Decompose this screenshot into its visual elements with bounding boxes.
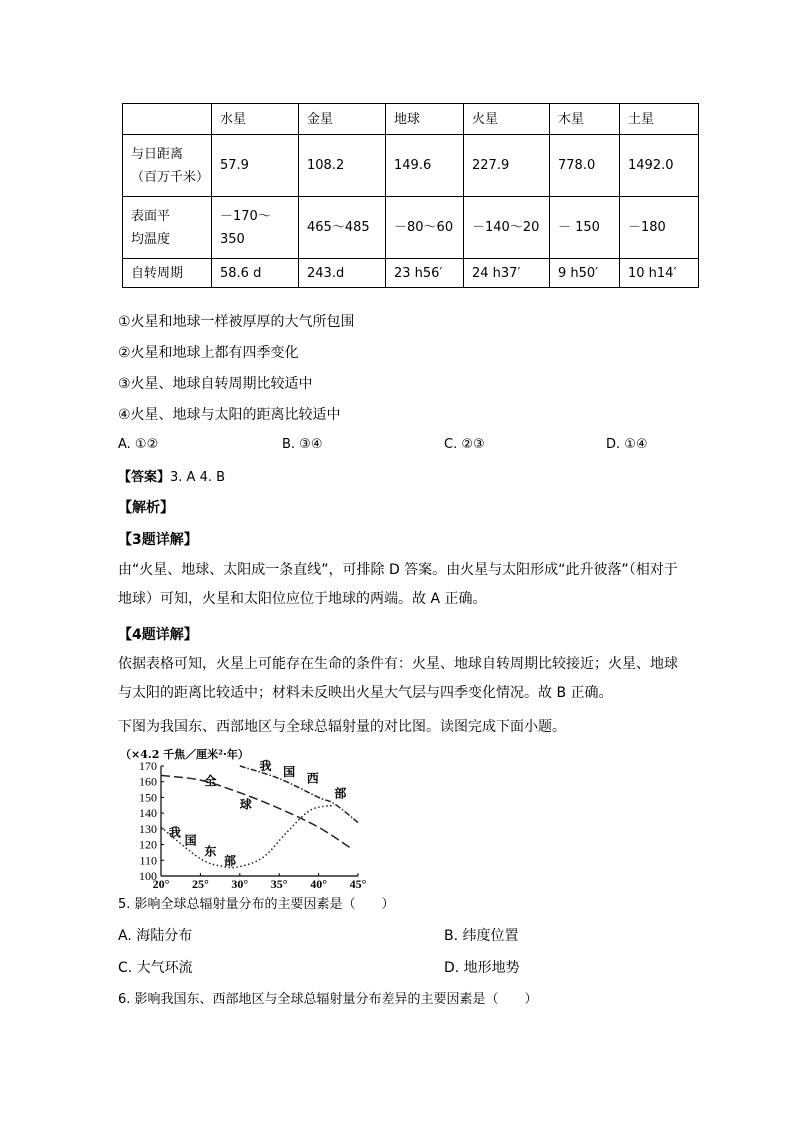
q5-option-d[interactable]: D. 地形地势 xyxy=(444,960,520,976)
table-cell: －80～60 xyxy=(386,197,464,259)
chart-series xyxy=(161,766,358,868)
table-cell: 木星 xyxy=(550,104,620,135)
question-5: 5. 影响全球总辐射量分布的主要因素是（ ） xyxy=(118,897,395,912)
east-china-series-label: 部 xyxy=(224,854,237,868)
y-tick-label: 120 xyxy=(139,837,157,852)
table-cell: 57.9 xyxy=(212,135,299,197)
west-china-series-label: 部 xyxy=(334,786,347,801)
table-cell: 1492.0 xyxy=(620,135,699,197)
q3-detail-text: 由“火星、地球、太阳成一条直线”，可排除 D 答案。由火星与太阳形成“此升彼落”（相对于地球）可知，火星和太阳位应位于地球的两端。故 A 正确。 xyxy=(118,562,678,607)
west-china-series-label: 西 xyxy=(306,771,319,786)
table-cell: 778.0 xyxy=(550,135,620,197)
q5-option-b[interactable]: B. 纬度位置 xyxy=(444,928,519,944)
table-cell: 水星 xyxy=(212,104,299,135)
statement-3: ③火星、地球自转周期比较适中 xyxy=(118,376,313,392)
table-row xyxy=(123,259,699,288)
x-tick-label: 30° xyxy=(231,877,249,889)
west-china-series-label: 国 xyxy=(283,765,296,780)
table-cell: 108.2 xyxy=(299,135,386,197)
x-tick-label: 25° xyxy=(191,877,209,889)
y-tick-label: 140 xyxy=(139,806,157,821)
y-tick-label: 160 xyxy=(139,774,157,789)
planet-table xyxy=(122,103,699,288)
table-cell: －180 xyxy=(620,197,699,259)
table-cell: 149.6 xyxy=(386,135,464,197)
option-d[interactable]: D. ①④ xyxy=(606,437,648,452)
radiation-chart xyxy=(118,744,368,889)
global-series-label: 球 xyxy=(239,797,252,812)
table-cell: 23 h56′ xyxy=(386,259,464,288)
chart-unit-label: （×4.2 千焦／厘米²·年） xyxy=(120,748,249,761)
table-cell: 24 h37′ xyxy=(464,259,550,288)
east-china-series-label: 国 xyxy=(184,833,197,848)
q3-detail-heading: 【3题详解】 xyxy=(118,532,198,548)
y-tick-label: 110 xyxy=(139,853,157,868)
q5-option-c[interactable]: C. 大气环流 xyxy=(118,960,193,976)
answer-line xyxy=(118,466,225,485)
table-cell: 土星 xyxy=(620,104,699,135)
table-cell: 地球 xyxy=(386,104,464,135)
east-china-series-label: 我 xyxy=(168,825,181,840)
table-cell: 465～485 xyxy=(299,197,386,259)
statement-2: ②火星和地球上都有四季变化 xyxy=(118,345,299,361)
table-cell: 227.9 xyxy=(464,135,550,197)
table-cell: 10 h14′ xyxy=(620,259,699,288)
answer-label: 【答案】 xyxy=(118,470,171,485)
statement-1: ①火星和地球一样被厚厚的大气所包围 xyxy=(118,314,355,330)
table-cell: 金星 xyxy=(299,104,386,135)
x-tick-label: 20° xyxy=(152,877,170,889)
y-tick-label: 170 xyxy=(139,759,157,773)
table-cell: － 150 xyxy=(550,197,620,259)
chart-series-labels xyxy=(169,758,346,868)
table-cell: －140～20 xyxy=(464,197,550,259)
option-b[interactable]: B. ③④ xyxy=(282,437,323,452)
option-c[interactable]: C. ②③ xyxy=(444,437,485,452)
x-tick-label: 35° xyxy=(270,877,288,889)
table-cell: 9 h50′ xyxy=(550,259,620,288)
table-cell: 火星 xyxy=(464,104,550,135)
table-cell: 自转周期 xyxy=(123,259,212,288)
table-row xyxy=(123,197,699,259)
x-tick-label: 40° xyxy=(310,877,328,889)
q4-detail-text: 依据表格可知，火星上可能存在生命的条件有：火星、地球自转周期比较接近；火星、地球与太阳的距离比较适中；材料未反映出火星大气层与四季变化情况。故 B 正确。 xyxy=(118,656,678,701)
global-series-label: 全 xyxy=(204,773,217,788)
table-cell: －170～ 350 xyxy=(212,197,299,259)
y-tick-label: 130 xyxy=(139,821,157,836)
y-tick-label: 150 xyxy=(139,790,157,805)
statement-4: ④火星、地球与太阳的距离比较适中 xyxy=(118,407,341,423)
q5-option-a[interactable]: A. 海陆分布 xyxy=(118,928,193,944)
west-china-series-label: 我 xyxy=(259,758,272,773)
analysis-heading: 【解析】 xyxy=(118,500,174,516)
table-cell: 58.6 d xyxy=(212,259,299,288)
q4-detail-heading: 【4题详解】 xyxy=(118,627,198,643)
table-header-row xyxy=(123,104,699,135)
table-cell: 与日距离 （百万千米） xyxy=(123,135,212,197)
table-cell: 243.d xyxy=(299,259,386,288)
table-cell xyxy=(123,104,212,135)
table-row xyxy=(123,135,699,197)
question-6: 6. 影响我国东、西部地区与全球总辐射量分布差异的主要因素是（ ） xyxy=(118,992,538,1007)
answer-text: 3. A 4. B xyxy=(170,470,226,485)
x-tick-label: 45° xyxy=(349,877,367,889)
chart-intro: 下图为我国东、西部地区与全球总辐射量的对比图。读图完成下面小题。 xyxy=(118,719,566,735)
chart-axes xyxy=(139,759,367,889)
east-china-series-label: 东 xyxy=(204,844,217,859)
option-a[interactable]: A. ①② xyxy=(118,437,159,452)
y-tick-label: 100 xyxy=(139,869,157,883)
table-cell: 表面平 均温度 xyxy=(123,197,212,259)
